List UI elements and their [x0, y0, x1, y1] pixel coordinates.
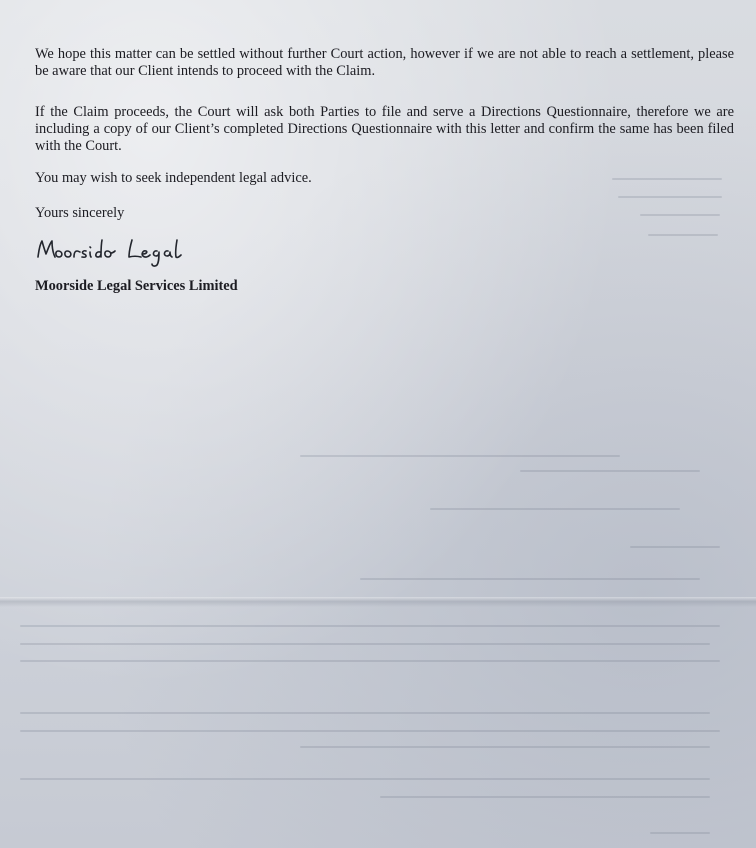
paper-fold-crease — [0, 597, 756, 607]
closing-salutation: Yours sincerely — [35, 205, 125, 221]
handwritten-signature — [34, 235, 204, 269]
legal-advice-paragraph: You may wish to seek independent legal advice. — [35, 170, 312, 186]
directions-questionnaire-paragraph: If the Claim proceeds, the Court will ask both Parties to file and serve a Directions Questionnaire, therefore we are including a copy of our Client’s completed Directions Questionnaire with this letter and confirm the same has been filed with the Court. — [35, 104, 734, 154]
company-name: Moorside Legal Services Limited — [35, 278, 238, 294]
settlement-paragraph: We hope this matter can be settled without further Court action, however if we are not able to reach a settlement, please be aware that our Client intends to proceed with the Claim. — [35, 46, 734, 79]
